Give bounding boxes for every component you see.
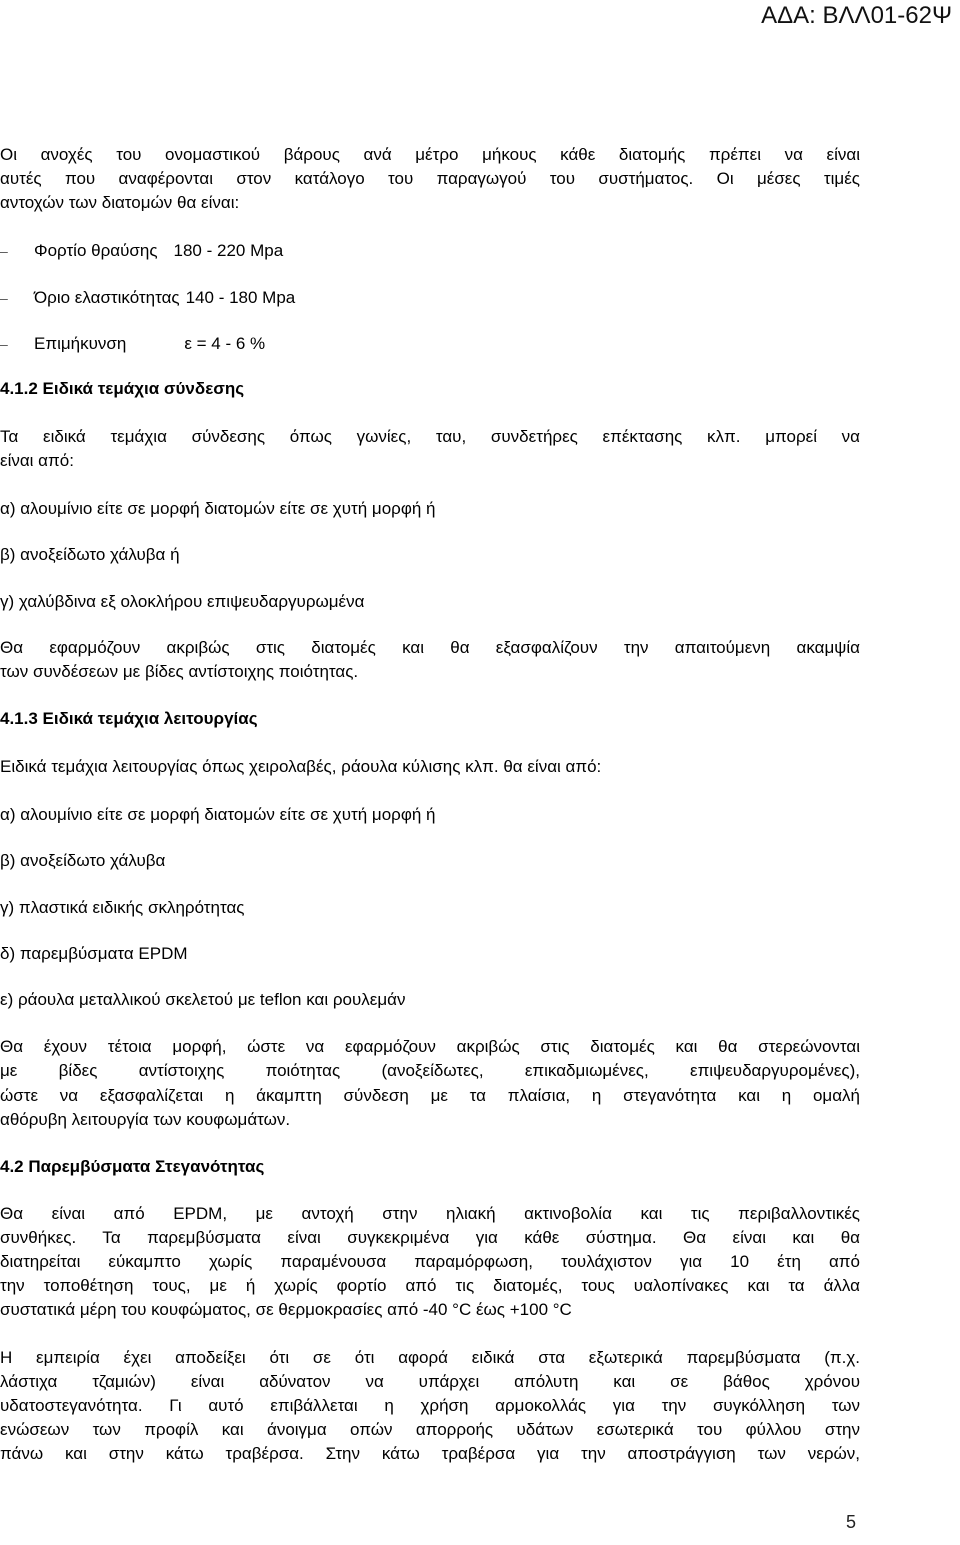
s413-outro-line-3: ώστε να εξασφαλίζεται η άκαμπτη σύνδεση με τα πλαίσια, η στεγανότητα και η ομαλή (0, 1086, 860, 1105)
spec-label: Φορτίο θραύσης (34, 241, 158, 260)
list-item: γ) πλαστικά ειδικής σκληρότητας (0, 898, 245, 917)
dash-bullet: – (0, 243, 8, 259)
s412-outro-line-1: Θα εφαρμόζουν ακριβώς στις διατομές και θα εξασφαλίζουν την απαιτούμενη ακαμψία (0, 638, 860, 657)
s413-outro-line-1: Θα έχουν τέτοια μορφή, ώστε να εφαρμόζουν ακριβώς στις διατομές και θα στερεώνονται (0, 1037, 860, 1056)
section-heading-4-1-3: 4.1.3 Ειδικά τεμάχια λειτουργίας (0, 709, 258, 728)
spec-item (0, 239, 283, 263)
spec-item (0, 332, 265, 356)
s42-p1-line-3: διατηρείται εύκαμπτο χωρίς παραμένουσα παραμόρφωση, τουλάχιστον για 10 έτη από (0, 1252, 860, 1271)
s412-outro-line-2: των συνδέσεων με βίδες αντίστοιχης ποιότητας. (0, 662, 359, 681)
spec-item (0, 286, 295, 310)
intro-line-2: αυτές που αναφέρονται στον κατάλογο του παραγωγού του συστήματος. Οι μέσες τιμές (0, 169, 860, 188)
list-item: ε) ράουλα μεταλλικού σκελετού με teflon και ρουλεμάν (0, 990, 406, 1009)
document-id-header: ΑΔΑ: ΒΛΛ01-62Ψ (761, 2, 952, 29)
section-heading-4-2: 4.2 Παρεμβύσματα Στεγανότητας (0, 1157, 265, 1176)
spec-label: Όριο ελαστικότητας (34, 288, 180, 307)
s42-p2-line-5: πάνω και στην κάτω τραβέρσα. Στην κάτω τραβέρσα για την αποστράγγιση των νερών, (0, 1444, 860, 1463)
list-item: δ) παρεμβύσματα EPDM (0, 944, 188, 963)
s42-p1-line-4: την τοποθέτηση τους, με ή χωρίς φορτίο από τις διατομές, τους υαλοπίνακες και τα άλλα (0, 1276, 860, 1295)
spec-value: 180 - 220 Mpa (173, 241, 284, 260)
intro-line-3: αντοχών των διατομών θα είναι: (0, 193, 240, 212)
s42-p1-line-5: συστατικά μέρη του κουφώματος, σε θερμοκρασίες από -40 °C έως +100 °C (0, 1300, 572, 1319)
s42-p1-line-2: συνθήκες. Τα παρεμβύσματα είναι συγκεκριμένα για κάθε σύστημα. Θα είναι και θα (0, 1228, 860, 1247)
page-number: 5 (845, 1512, 856, 1532)
spec-label: Επιμήκυνση (34, 334, 127, 353)
list-item: α) αλουμίνιο είτε σε μορφή διατομών είτε σε χυτή μορφή ή (0, 805, 436, 824)
list-item: β) ανοξείδωτο χάλυβα (0, 851, 166, 870)
s42-p2-line-2: λάστιχα τζαμιών) είναι αδύνατον να υπάρχει απόλυτη και σε βάθος χρόνου (0, 1372, 860, 1391)
s413-outro-line-4: αθόρυβη λειτουργία των κουφωμάτων. (0, 1110, 291, 1129)
dash-bullet: – (0, 336, 8, 352)
s412-intro-line-2: είναι από: (0, 451, 74, 470)
section-heading-4-1-2: 4.1.2 Ειδικά τεμάχια σύνδεσης (0, 379, 245, 398)
s413-intro: Ειδικά τεμάχια λειτουργίας όπως χειρολαβές, ράουλα κύλισης κλπ. θα είναι από: (0, 757, 602, 776)
s412-intro-line-1: Τα ειδικά τεμάχια σύνδεσης όπως γωνίες, ταυ, συνδετήρες επέκτασης κλπ. μπορεί να (0, 427, 860, 446)
list-item: γ) χαλύβδινα εξ ολοκλήρου επιψευδαργυρωμένα (0, 592, 365, 611)
intro-line-1: Οι ανοχές του ονομαστικού βάρους ανά μέτρο μήκους κάθε διατομής πρέπει να είναι (0, 145, 860, 164)
spec-value: ε = 4 - 6 % (184, 334, 266, 353)
list-item: β) ανοξείδωτο χάλυβα ή (0, 545, 180, 564)
spec-value: 140 - 180 Mpa (185, 288, 296, 307)
s42-p2-line-4: ενώσεων των προφίλ και άνοιγμα οπών απορροής υδάτων εσωτερικά του φύλλου στην (0, 1420, 860, 1439)
s42-p2-line-1: Η εμπειρία έχει αποδείξει ότι σε ότι αφορά ειδικά στα εξωτερικά παρεμβύσματα (π.χ. (0, 1348, 860, 1367)
s42-p2-line-3: υδατοστεγανότητα. Γι αυτό επιβάλλεται η χρήση αρμοκολλάς για την συγκόλληση των (0, 1396, 860, 1415)
dash-bullet: – (0, 290, 8, 306)
s42-p1-line-1: Θα είναι από EPDM, με αντοχή στην ηλιακή ακτινοβολία και τις περιβαλλοντικές (0, 1204, 860, 1223)
list-item: α) αλουμίνιο είτε σε μορφή διατομών είτε σε χυτή μορφή ή (0, 499, 436, 518)
s413-outro-line-2: με βίδες αντίστοιχης ποιότητας (ανοξείδωτες, επικαδμιωμένες, επιψευδαργυρομένες), (0, 1061, 860, 1080)
